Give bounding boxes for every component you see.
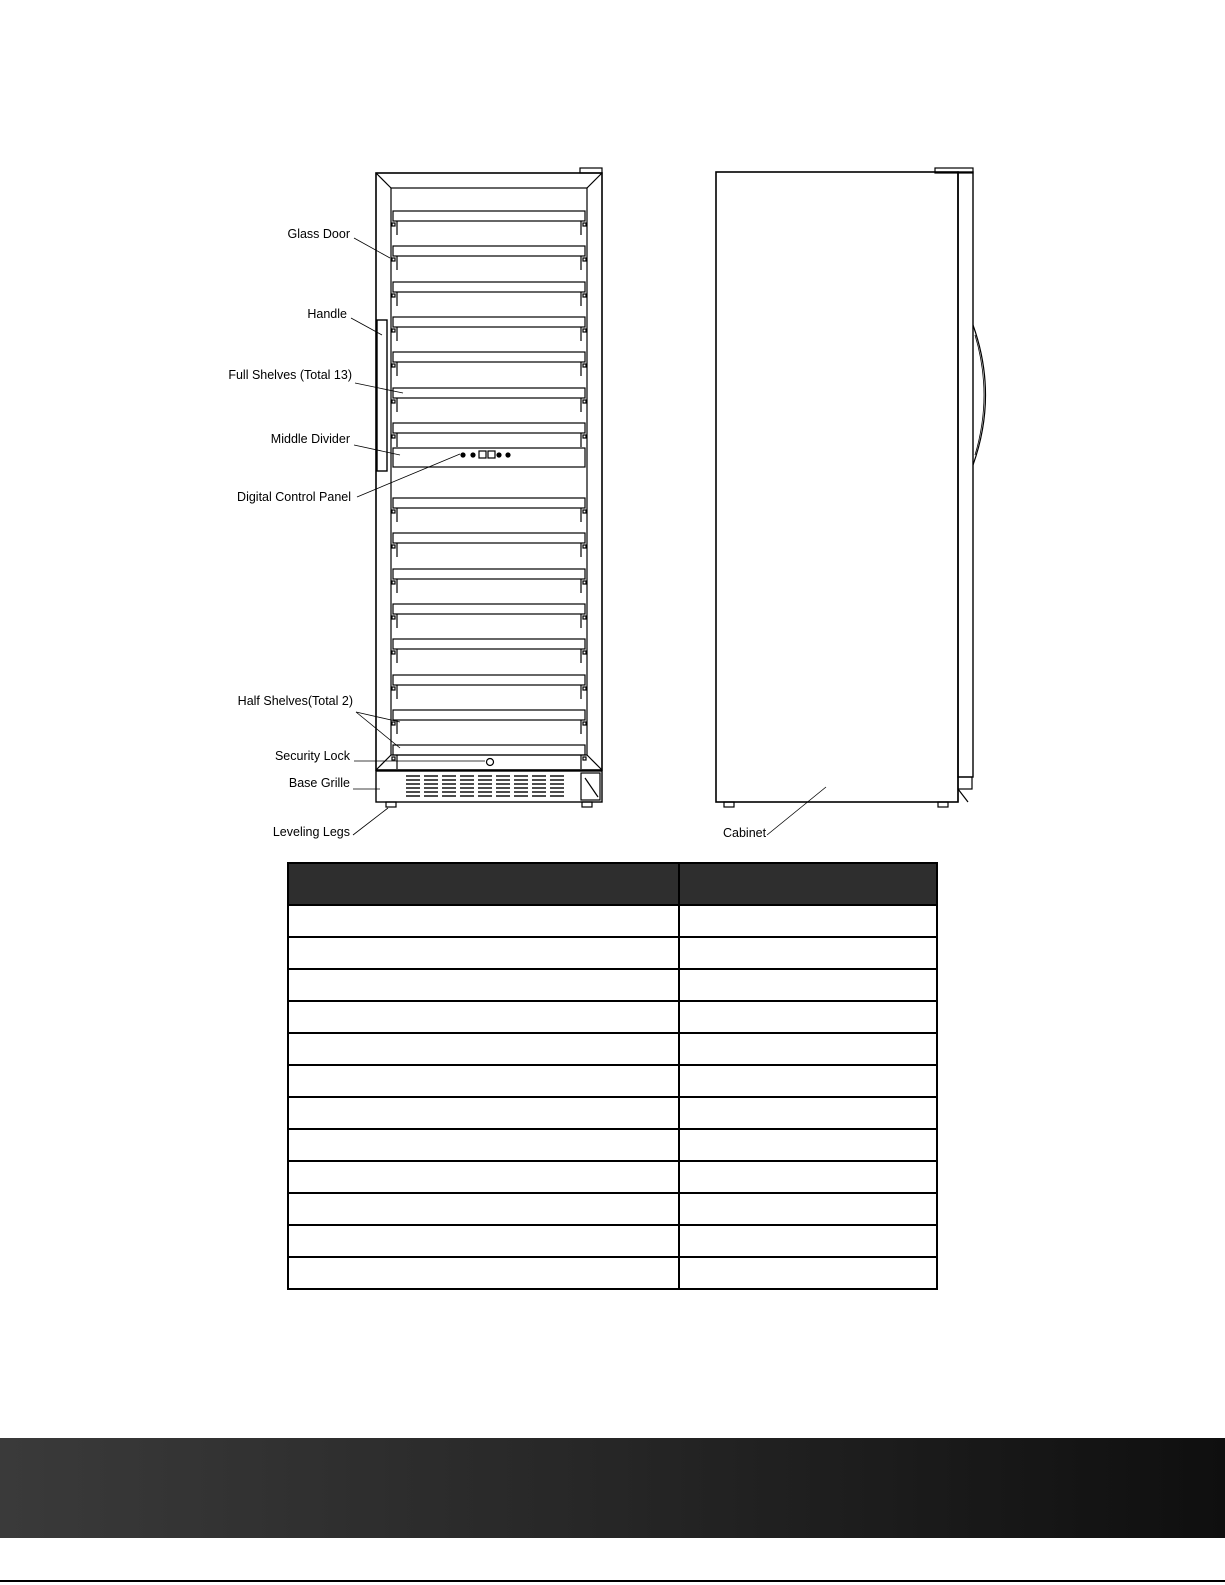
table-cell (679, 1001, 937, 1033)
table-cell (679, 1225, 937, 1257)
table-cell (288, 1033, 679, 1065)
side-view-drawing (716, 168, 986, 807)
table-cell (679, 1097, 937, 1129)
table-cell (679, 969, 937, 1001)
callout-handle: Handle (307, 307, 347, 321)
callout-half-shelves: Half Shelves(Total 2) (237, 694, 353, 708)
table-cell (288, 937, 679, 969)
table-cell (679, 1257, 937, 1289)
table-cell (679, 1193, 937, 1225)
security-lock-drawing (487, 759, 494, 766)
table-cell (679, 1033, 937, 1065)
callout-digital-control-panel: Digital Control Panel (237, 490, 351, 504)
table-cell (288, 905, 679, 937)
callout-cabinet: Cabinet (723, 826, 767, 840)
table-cell (288, 1001, 679, 1033)
footer-band (0, 1438, 1225, 1538)
table-cell (679, 1065, 937, 1097)
table-cell (288, 1097, 679, 1129)
table-row (288, 1257, 937, 1289)
table-cell (679, 1129, 937, 1161)
table-header-cell (288, 863, 679, 905)
table-cell (288, 1161, 679, 1193)
callout-security-lock: Security Lock (274, 749, 350, 763)
table-row (288, 1001, 937, 1033)
table-cell (679, 1161, 937, 1193)
table-cell (288, 1225, 679, 1257)
table-row (288, 1193, 937, 1225)
table-row (288, 937, 937, 969)
callout-glass-door: Glass Door (287, 227, 350, 241)
table-row (288, 1033, 937, 1065)
table-header-row (288, 863, 937, 905)
table-cell (288, 969, 679, 1001)
table-row (288, 969, 937, 1001)
table-row (288, 1161, 937, 1193)
table-cell (288, 1193, 679, 1225)
table-cell (679, 937, 937, 969)
table-row (288, 1225, 937, 1257)
table-cell (679, 905, 937, 937)
table-cell (288, 1257, 679, 1289)
table-row (288, 1097, 937, 1129)
table-row (288, 1065, 937, 1097)
table-cell (288, 1129, 679, 1161)
table-cell (288, 1065, 679, 1097)
callout-full-shelves: Full Shelves (Total 13) (228, 368, 352, 382)
callout-base-grille: Base Grille (288, 776, 350, 790)
bottom-rule (0, 1580, 1225, 1582)
table-header-cell (679, 863, 937, 905)
table-row (288, 905, 937, 937)
table-row (288, 1129, 937, 1161)
callout-leveling-legs: Leveling Legs (272, 825, 350, 839)
callout-middle-divider: Middle Divider (270, 432, 350, 446)
control-panel-buttons (461, 451, 510, 458)
spec-table (287, 862, 938, 1290)
front-view-drawing (376, 168, 602, 807)
